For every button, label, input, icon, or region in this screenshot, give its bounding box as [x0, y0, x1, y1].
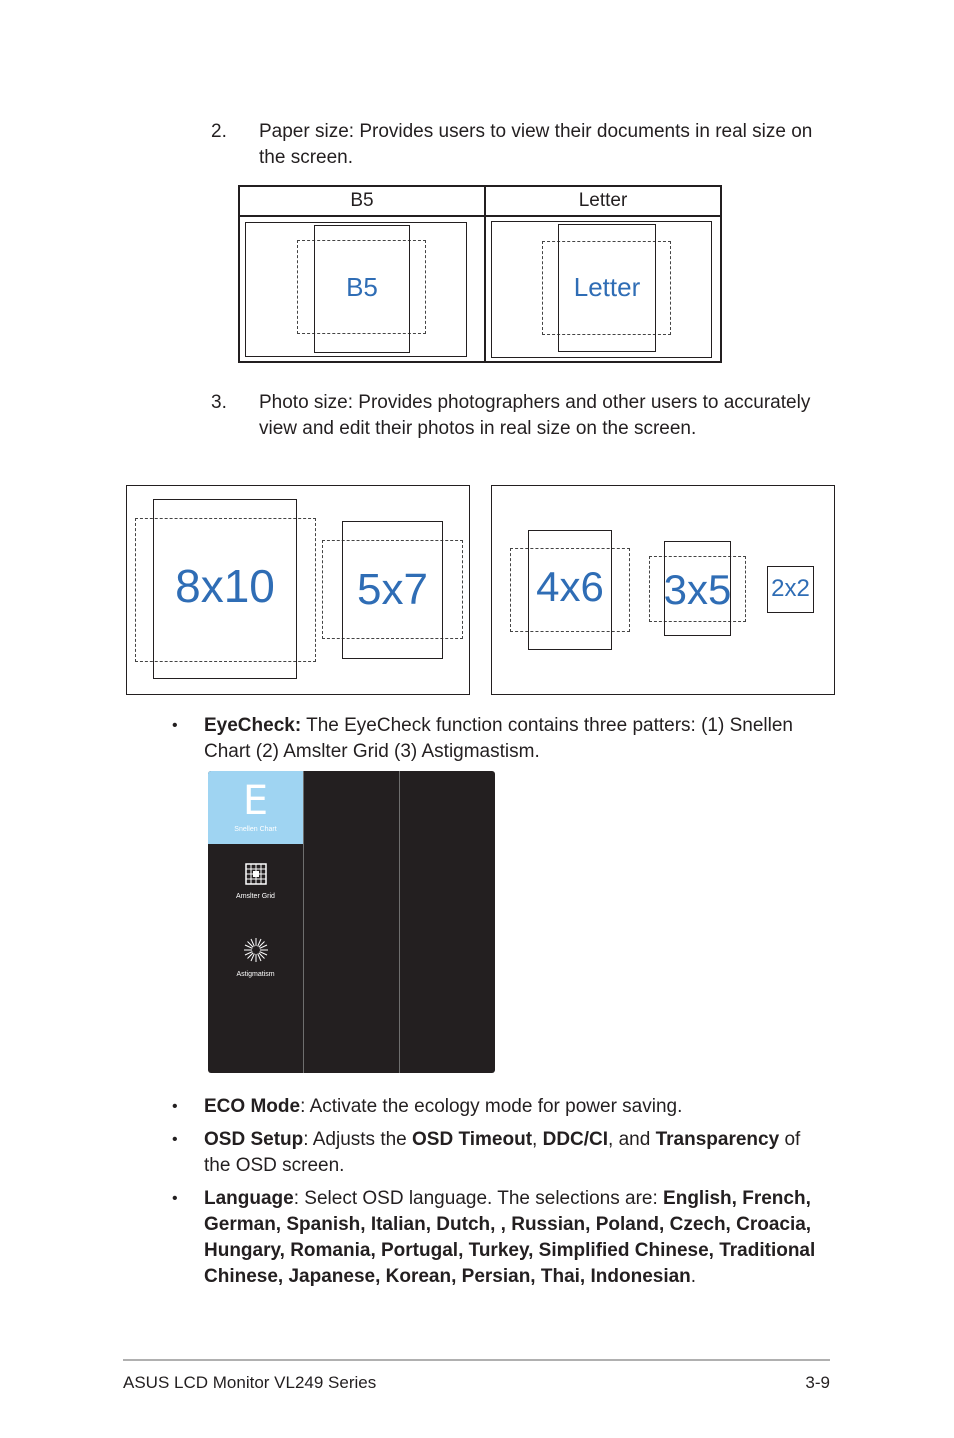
osd-item-snellen-chart[interactable] — [208, 771, 303, 844]
eyecheck-title: EyeCheck: — [204, 715, 302, 736]
osd-text-3: , and — [608, 1129, 656, 1150]
astigmatism-icon — [243, 937, 269, 963]
photo-8x10-label: 8x10 — [175, 560, 275, 612]
eyecheck-osd-menu — [208, 771, 495, 1073]
language-paragraph — [204, 1186, 844, 1290]
footer-title: ASUS LCD Monitor VL249 Series — [123, 1373, 377, 1392]
bullet-eyecheck: • — [172, 717, 178, 734]
osd-timeout: OSD Timeout — [412, 1129, 533, 1150]
item-number-3: 3. — [211, 392, 227, 413]
snellen-chart-icon: E — [242, 778, 269, 824]
paper-size-text: Paper size: Provides users to view their documents in real size on the screen. — [259, 121, 813, 168]
table-column-divider — [484, 187, 486, 361]
photo-5x7-label: 5x7 — [357, 565, 428, 614]
eyecheck-text: The EyeCheck function contains three patters: (1) Snellen Chart (2) Amslter Grid (3) Astigmastism. — [204, 715, 793, 762]
photo-3x5-label: 3x5 — [663, 566, 732, 613]
photo-size-text: Photo size: Provides photographers and other users to accurately view and edit their photos in real size on the screen. — [259, 392, 811, 439]
table-header-letter: Letter — [578, 190, 628, 211]
snellen-chart-label: Snellen Chart — [234, 826, 277, 833]
bullet-eco: • — [172, 1098, 178, 1115]
language-title: Language — [204, 1188, 294, 1209]
osd-column-divider-1 — [303, 771, 304, 1073]
language-text-1: : Select OSD language. The selections are: — [293, 1188, 664, 1209]
osd-text-4: of the OSD screen. — [204, 1129, 801, 1176]
paper-size-table — [238, 185, 722, 363]
footer-rule — [123, 1359, 830, 1361]
language-text-2: . — [690, 1266, 697, 1287]
osd-ddcci: DDC/CI — [542, 1129, 609, 1150]
eco-text: : Activate the ecology mode for power saving. — [300, 1096, 683, 1117]
osd-column-divider-2 — [399, 771, 400, 1073]
b5-label: B5 — [346, 272, 378, 302]
language-list: English, French, German, Spanish, Italian, Dutch, , Russian, Poland, Czech, Croacia, Hungary, Romania, Portugal, Turkey, Simplified Chinese, Traditional Chinese, Japanese, Korean, Persian, Thai, Indonesian — [204, 1188, 816, 1287]
osd-title: OSD Setup — [204, 1129, 304, 1150]
eco-title: ECO Mode — [204, 1096, 301, 1117]
photo-4x6-label: 4x6 — [536, 563, 604, 610]
osd-paragraph — [204, 1127, 829, 1179]
table-header-b5: B5 — [350, 190, 374, 211]
osd-item-astigmatism[interactable] — [208, 933, 303, 983]
bullet-language: • — [172, 1190, 178, 1207]
letter-label: Letter — [573, 272, 641, 302]
footer-page-number: 3-9 — [805, 1373, 830, 1392]
osd-item-amslter-grid[interactable] — [208, 857, 303, 907]
osd-text-1: : Adjusts the — [303, 1129, 413, 1150]
osd-text-2: , — [532, 1129, 543, 1150]
osd-transparency: Transparency — [655, 1129, 780, 1150]
eyecheck-paragraph — [204, 713, 824, 765]
table-header-divider — [240, 215, 720, 217]
item-number-2: 2. — [211, 121, 227, 142]
astigmatism-label: Astigmatism — [236, 971, 275, 978]
bullet-osd: • — [172, 1131, 178, 1148]
amslter-grid-label: Amslter Grid — [236, 893, 275, 900]
eco-paragraph — [204, 1094, 824, 1120]
photo-2x2-label: 2x2 — [771, 575, 810, 602]
amslter-grid-icon — [245, 863, 267, 885]
